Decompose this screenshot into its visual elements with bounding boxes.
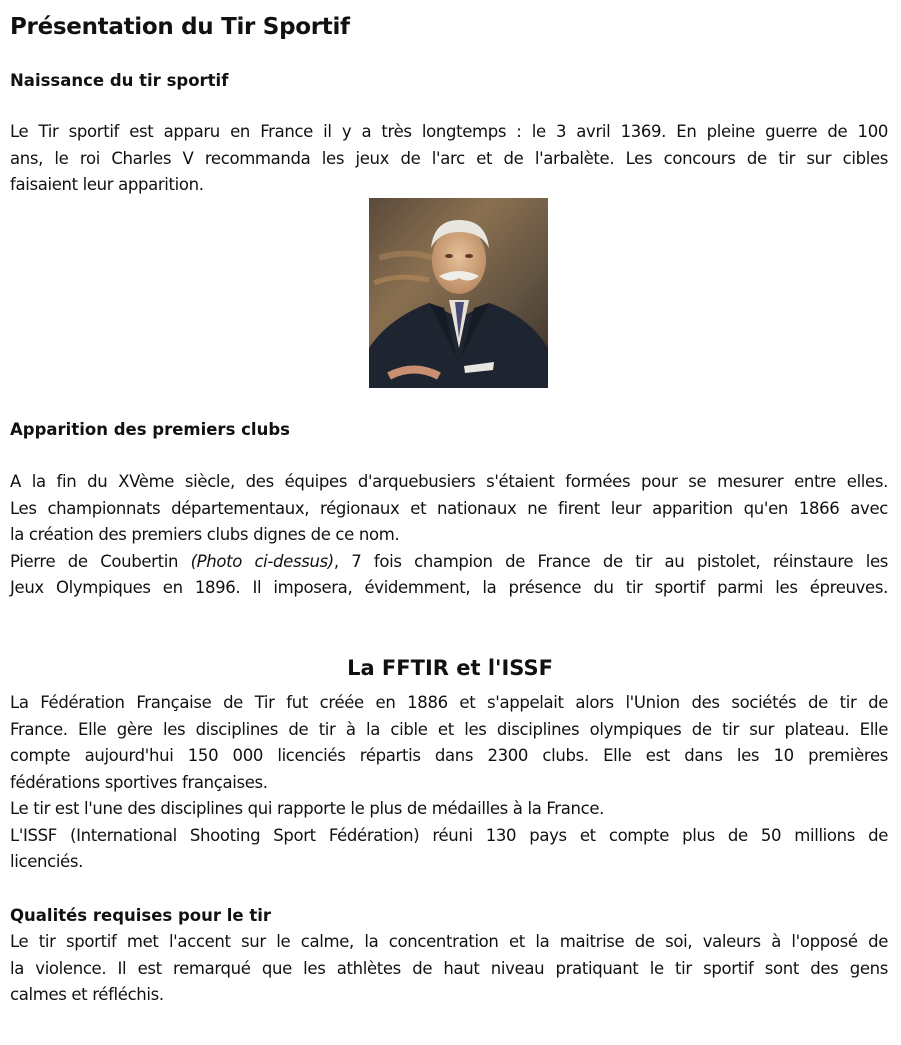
section-heading-qualites: Qualités requises pour le tir [10, 906, 272, 925]
text-line-coubertin [10, 549, 888, 576]
paragraph-qualites [10, 929, 888, 1009]
coubertin-portrait [369, 198, 548, 388]
section-heading-naissance: Naissance du tir sportif [10, 71, 229, 90]
text-line: faisaient leur apparition. [10, 175, 204, 194]
text-line: Le Tir sportif est apparu en France il y a très longtemps : le 3 avril 1369. En pleine guerre de 100 [10, 122, 888, 141]
text-line: compte aujourd'hui 150 000 licenciés répartis dans 2300 clubs. Elle est dans les 10 premières [10, 746, 888, 765]
section-heading-fftir: La FFTIR et l'ISSF [347, 656, 553, 680]
photo-caption-ref: (Photo ci-dessus) [190, 551, 334, 571]
coubertin-rest: , 7 fois champion de France de tir au pistolet, réinstaure les [333, 551, 889, 571]
text-line: Le tir sportif met l'accent sur le calme, la concentration et la maitrise de soi, valeurs à l'opposé de [10, 932, 888, 951]
text-line: Le tir est l'une des disciplines qui rapporte le plus de médailles à la France. [10, 799, 605, 818]
text-line: L'ISSF (International Shooting Sport Fédération) réuni 130 pays et compte plus de 50 millions de [10, 825, 888, 845]
text-line: calmes et réfléchis. [10, 985, 164, 1004]
text-line: fédérations sportives françaises. [10, 772, 268, 792]
paragraph-clubs [10, 469, 888, 602]
paragraph-naissance [10, 119, 888, 199]
text-line: licenciés. [10, 852, 83, 871]
portrait-painting-icon [369, 198, 548, 388]
text-line: Les championnats départementaux, régionaux et nationaux ne firent leur apparition qu'en 1866 avec [10, 498, 888, 518]
coubertin-name: Pierre de Coubertin [10, 551, 191, 571]
text-line: la création des premiers clubs dignes de ce nom. [10, 525, 400, 544]
text-line: La Fédération Française de Tir fut créée en 1886 et s'appelait alors l'Union des sociétés de tir de [10, 693, 888, 712]
text-line: France. Elle gère les disciplines de tir à la cible et les disciplines olympiques de tir sur plateau. Elle [10, 719, 888, 739]
text-line: ans, le roi Charles V recommanda les jeux de l'arc et de l'arbalète. Les concours de tir sur cibles [10, 148, 888, 168]
text-line: A la fin du XVème siècle, des équipes d'arquebusiers s'étaient formées pour se mesurer entre elles. [10, 472, 888, 491]
text-line: Jeux Olympiques en 1896. Il imposera, évidemment, la présence du tir sportif parmi les épreuves. [10, 578, 888, 597]
text-line: la violence. Il est remarqué que les athlètes de haut niveau pratiquant le tir sportif sont des gens [10, 958, 888, 978]
page-title: Présentation du Tir Sportif [10, 14, 350, 40]
section-heading-clubs: Apparition des premiers clubs [10, 420, 290, 439]
paragraph-fftir [10, 690, 888, 876]
